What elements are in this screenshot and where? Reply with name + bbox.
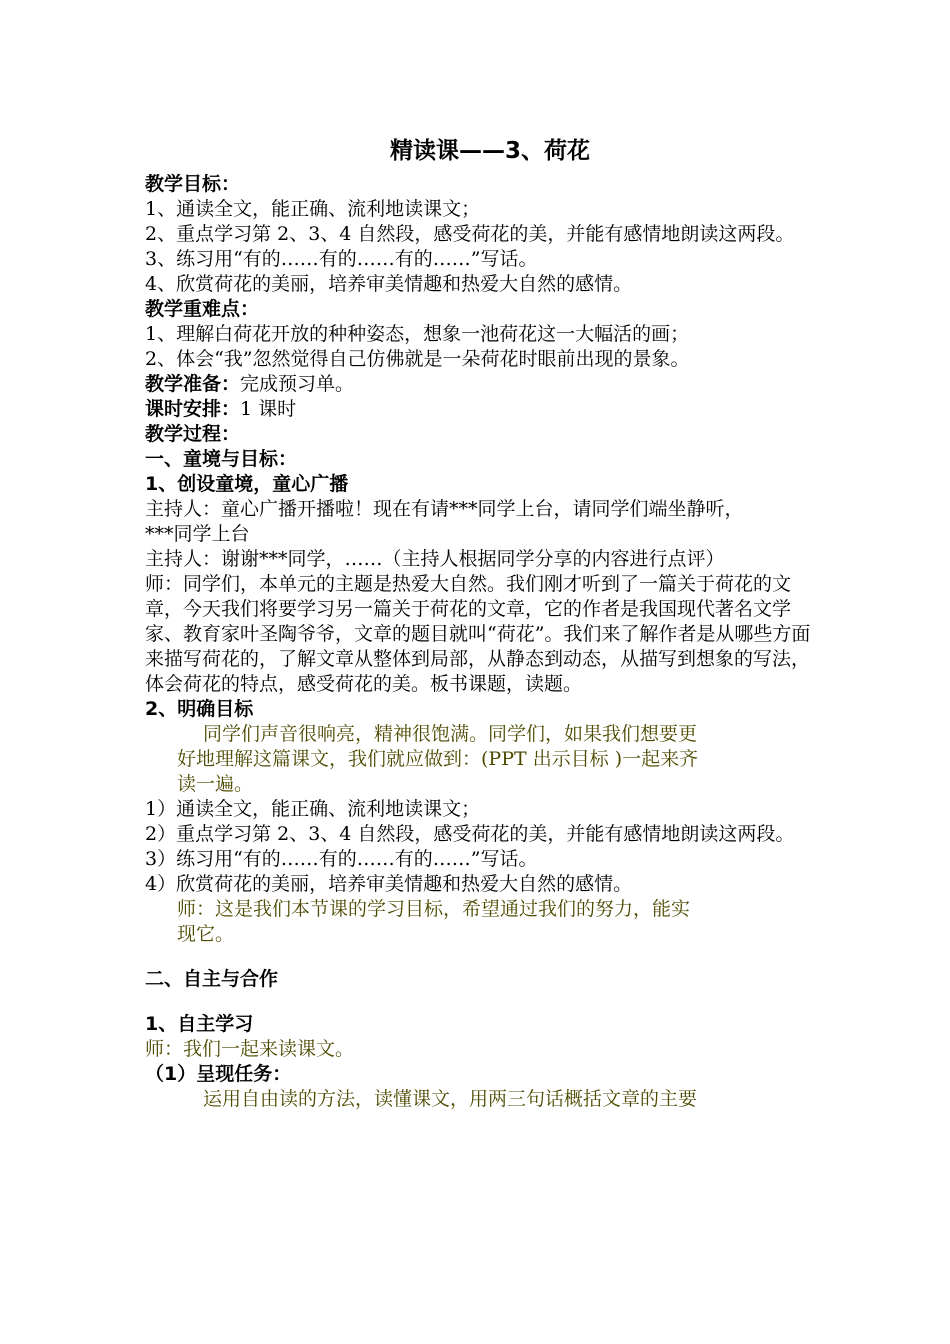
text-line: 师：这是我们本节课的学习目标，希望通过我们的努力，能实 [177,898,691,920]
text-line: ***同学上台 [145,523,250,545]
document-lines [145,172,825,1112]
line-value: 完成预习单。 [240,373,355,395]
text-line: 2、重点学习第 2、3、4 自然段，感受荷花的美，并能有感情地朗读这两段。 [145,223,795,245]
text-line: 同学们声音很响亮，精神很饱满。同学们，如果我们想要更 [203,723,698,745]
text-line: 二、自主与合作 [145,968,279,990]
text-line: 师：同学们，本单元的主题是热爱大自然。我们刚才听到了一篇关于荷花的文章，今天我们将要学习另一篇关于荷花的文章，它的作者是我国现代著名文学家、教育家叶圣陶爷爷，文章的题目就叫“荷花”。我们来了解作者是从哪些方面来描写荷花的，了解文章从整体到局部，从静态到动态，从描写到想象的写法，体会荷花的特点，感受荷花的美。板书课题，读题。 [145,573,811,695]
text-line: 1、创设童境，童心广播 [145,473,349,495]
text-line: 好地理解这篇课文，我们就应做到：(PPT 出示目标 )一起来齐 [177,748,699,770]
text-line: 3）练习用“有的……有的……有的……”写话。 [145,848,538,870]
text-line: 1、自主学习 [145,1013,254,1035]
text-line: 主持人：童心广播开播啦！现在有请***同学上台，请同学们端坐静听， [145,498,744,520]
text-line: 现它。 [177,923,235,945]
text-line: 教学过程： [145,423,241,445]
text-line: 教学目标： [145,173,241,195]
text-line: 4、欣赏荷花的美丽，培养审美情趣和热爱大自然的感情。 [145,273,633,295]
text-line: 运用自由读的方法，读懂课文，用两三句话概括文章的主要 [203,1088,698,1110]
text-line: 师：我们一起来读课文。 [145,1038,355,1060]
text-line: 2、体会“我”忽然觉得自己仿佛就是一朵荷花时眼前出现的景象。 [145,348,690,370]
text-line: 1、通读全文，能正确、流利地读课文； [145,198,481,220]
text-line: 1）通读全文，能正确、流利地读课文； [145,798,481,820]
text-line: 2、明确目标 [145,698,254,720]
text-line: 一、童境与目标： [145,448,298,470]
line-heading: 教学准备： [145,373,241,395]
line-value: 1 课时 [240,398,297,420]
text-line: 主持人：谢谢***同学，……（主持人根据同学分享的内容进行点评） [145,548,725,570]
text-line: 读一遍。 [177,773,254,795]
text-line: 3、练习用“有的……有的……有的……”写话。 [145,248,538,270]
text-line: 教学重难点： [145,298,260,320]
text-line: （1）呈现任务： [145,1063,292,1085]
document-title: 精读课——3、荷花 [389,138,590,164]
text-line: 4）欣赏荷花的美丽，培养审美情趣和热爱大自然的感情。 [145,873,633,895]
text-line [145,397,825,422]
text-line: 2）重点学习第 2、3、4 自然段，感受荷花的美，并能有感情地朗读这两段。 [145,823,795,845]
text-line: 1、理解白荷花开放的种种姿态，想象一池荷花这一大幅活的画； [145,323,690,345]
document-body [145,136,825,1112]
text-line [145,372,825,397]
line-heading: 课时安排： [145,398,241,420]
